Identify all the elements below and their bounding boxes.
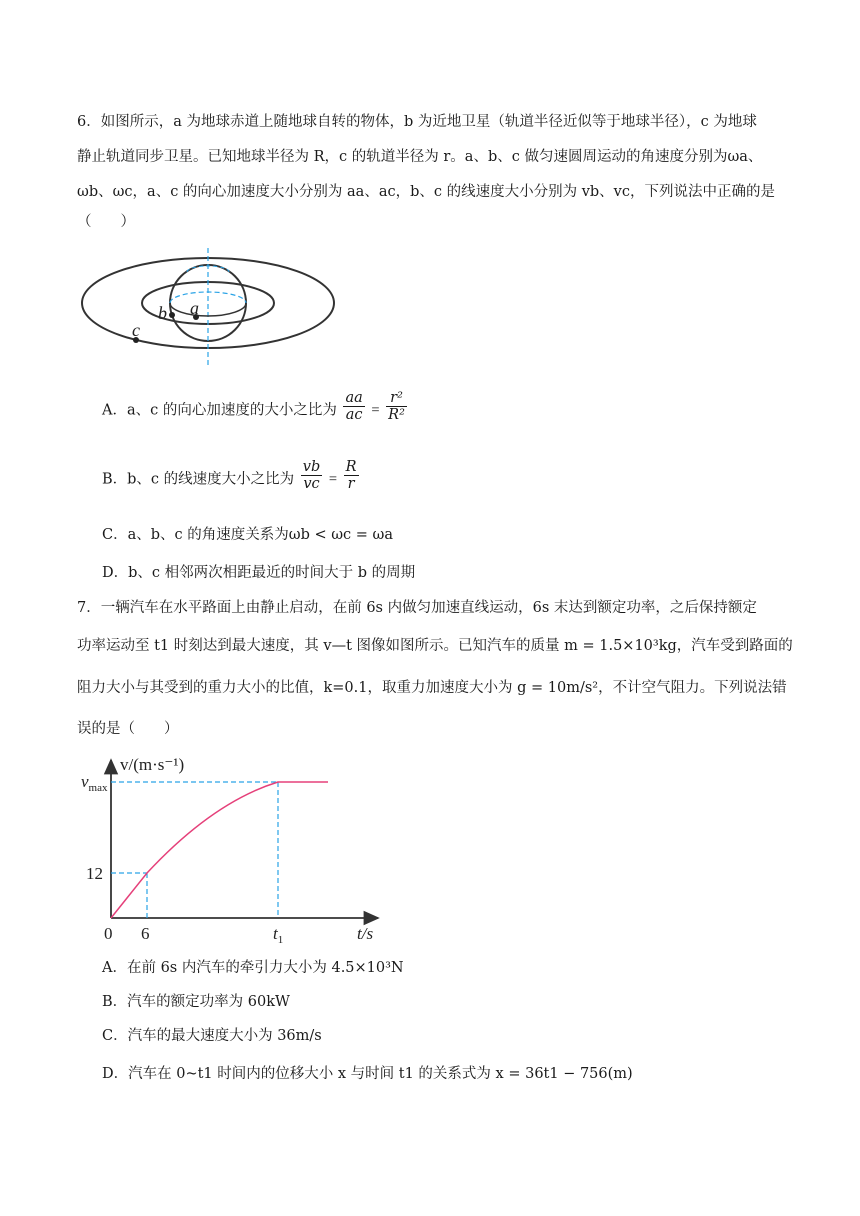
- label-a: a: [190, 298, 199, 318]
- q7-line-1: 7．一辆汽车在水平路面上由静止启动，在前 6s 内做匀加速直线运动，6s 末达到额定功率，之后保持额定: [77, 600, 757, 616]
- q6-option-c[interactable]: C．a、b、c 的角速度关系为ωb < ωc = ωa: [102, 527, 394, 543]
- x-tick-6: 6: [141, 924, 150, 943]
- frac-R: R: [345, 459, 357, 475]
- origin-label: 0: [104, 924, 113, 943]
- q6-option-b[interactable]: B．b、c 的线速度大小之比为 $\frac{vb}{vc}$ = $\frac{R}{r}$: [102, 459, 357, 492]
- vt-graph: [78, 752, 388, 948]
- q6-line-4: （ ）: [77, 214, 135, 230]
- q7-option-b[interactable]: B．汽车的额定功率为 60kW: [102, 994, 290, 1010]
- q7-option-c[interactable]: C．汽车的最大速度大小为 36m/s: [102, 1028, 322, 1044]
- q7-line-2: 功率运动至 t1 时刻达到最大速度，其 v—t 图像如图所示。已知汽车的质量 m = 1.5×10³kg，汽车受到路面的: [77, 638, 793, 654]
- q6-line-1: 6．如图所示，a 为地球赤道上随地球自转的物体，b 为近地卫星（轨道半径近似等于地球半径），c 为地球: [77, 114, 757, 130]
- q6-option-a[interactable]: A．a、c 的向心加速度的大小之比为 $\frac{aa}{ac}$ = $\frac{\text{r²}}{\text{R²}}$: [102, 390, 405, 423]
- x-tick-t1: $t_1$: [273, 924, 284, 946]
- q6-line-3: ωb、ωc，a、c 的向心加速度大小分别为 aa、ac，b、c 的线速度大小分别为 vb、vc，下列说法中正确的是: [77, 184, 775, 200]
- frac-r2: r²: [386, 390, 407, 407]
- q7-option-d[interactable]: D．汽车在 0~t1 时间内的位移大小 x 与时间 t1 的关系式为 x = 36t1 − 756(m): [102, 1066, 633, 1082]
- frac-vb: vb: [302, 459, 321, 475]
- q7-line-3: 阻力大小与其受到的重力大小的比值，k=0.1，取重力加速度大小为 g = 10m/s²，不计空气阻力。下列说法错: [77, 680, 787, 696]
- y-axis-label: v/(m·s⁻¹): [120, 755, 185, 774]
- q6-option-d[interactable]: D．b、c 相邻两次相距最近的时间大于 b 的周期: [102, 565, 416, 581]
- q6-line-2: 静止轨道同步卫星。已知地球半径为 R，c 的轨道半径为 r。a、b、c 做匀速圆周运动的角速度分别为ωa、: [77, 149, 763, 165]
- vmax-label: $v_{max}$: [81, 772, 108, 794]
- q7-line-4: 误的是（ ）: [77, 721, 179, 737]
- velocity-curve: [111, 782, 328, 918]
- y-tick-12: 12: [86, 864, 103, 883]
- x-axis-label: t/s: [357, 924, 374, 943]
- q7-option-a[interactable]: A．在前 6s 内汽车的牵引力大小为 4.5×10³N: [102, 960, 404, 976]
- frac-R2: R²: [388, 407, 405, 423]
- q6-option-a-text: A．a、c 的向心加速度的大小之比为: [102, 402, 337, 419]
- orbit-figure: [75, 244, 345, 370]
- q6-option-b-text: B．b、c 的线速度大小之比为: [102, 471, 295, 488]
- frac-ac: ac: [345, 407, 363, 423]
- label-b: b: [158, 303, 167, 323]
- frac-aa: aa: [345, 390, 363, 406]
- frac-vc: vc: [303, 476, 320, 492]
- point-b: [169, 312, 175, 318]
- label-c: c: [132, 320, 140, 340]
- frac-r: r: [347, 476, 355, 492]
